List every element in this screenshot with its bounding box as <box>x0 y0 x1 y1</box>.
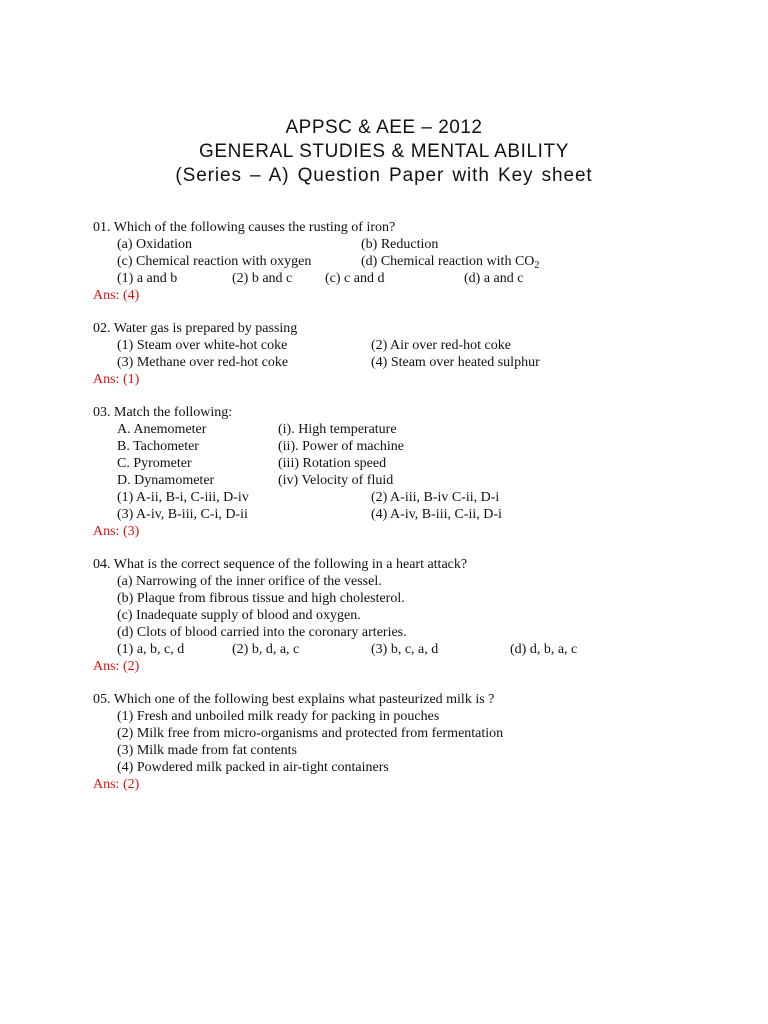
question-05-answer: Ans: (2) <box>93 777 140 792</box>
match-left-item: C. Pyrometer <box>117 456 192 471</box>
question-01-option-d-text: (d) Chemical reaction with CO <box>361 254 535 269</box>
question-01-choice-3: (c) c and d <box>325 271 385 286</box>
question-01-stem: 01. Which of the following causes the rusting of iron? <box>93 220 396 235</box>
question-05-choice-1: (1) Fresh and unboiled milk ready for packing in pouches <box>117 709 440 724</box>
question-02-choice-4: (4) Steam over heated sulphur <box>371 355 540 370</box>
question-03-choice-1: (1) A-ii, B-i, C-iii, D-iv <box>117 490 249 505</box>
question-04-option-c: (c) Inadequate supply of blood and oxygen. <box>117 608 361 623</box>
question-01-choice-4: (d) a and c <box>464 271 524 286</box>
question-05-choice-4: (4) Powdered milk packed in air-tight containers <box>117 760 389 775</box>
match-right-item: (iii) Rotation speed <box>278 456 387 471</box>
question-04-choice-3: (3) b, c, a, d <box>371 642 439 657</box>
question-04-choice-2: (2) b, d, a, c <box>232 642 300 657</box>
question-05-choice-2: (2) Milk free from micro-organisms and protected from fermentation <box>117 726 504 741</box>
title-line-2: GENERAL STUDIES & MENTAL ABILITY <box>198 141 570 162</box>
question-02-choice-1: (1) Steam over white-hot coke <box>117 338 288 353</box>
question-04-option-d: (d) Clots of blood carried into the coronary arteries. <box>117 625 407 640</box>
question-04-choice-1: (1) a, b, c, d <box>117 642 185 657</box>
question-05-stem: 05. Which one of the following best explains what pasteurized milk is ? <box>93 692 495 707</box>
match-right-item: (iv) Velocity of fluid <box>278 473 394 488</box>
question-03-choice-2: (2) A-iii, B-iv C-ii, D-i <box>371 490 500 505</box>
question-01-option-b: (b) Reduction <box>361 237 439 252</box>
question-03-answer: Ans: (3) <box>93 524 140 539</box>
question-01-option-a: (a) Oxidation <box>117 237 193 252</box>
question-01-choice-1: (1) a and b <box>117 271 178 286</box>
question-04-option-a: (a) Narrowing of the inner orifice of the vessel. <box>117 574 382 589</box>
question-02-stem: 02. Water gas is prepared by passing <box>93 321 298 336</box>
question-01-option-d <box>361 253 539 270</box>
match-left-item: A. Anemometer <box>117 422 207 437</box>
question-05-choice-3: (3) Milk made from fat contents <box>117 743 298 758</box>
question-04-stem: 04. What is the correct sequence of the following in a heart attack? <box>93 557 468 572</box>
match-right-item: (i). High temperature <box>278 422 397 437</box>
question-01-option-c: (c) Chemical reaction with oxygen <box>117 254 312 269</box>
title-line-1: APPSC & AEE – 2012 <box>285 117 483 138</box>
question-04-choice-4: (d) d, b, a, c <box>510 642 578 657</box>
match-right-item: (ii). Power of machine <box>278 439 404 454</box>
question-01-choice-2: (2) b and c <box>232 271 293 286</box>
question-03-choice-4: (4) A-iv, B-iii, C-ii, D-i <box>371 507 502 522</box>
title-line-3: (Series – A) Question Paper with Key sheet <box>175 165 593 186</box>
question-04-answer: Ans: (2) <box>93 659 140 674</box>
question-04-option-b: (b) Plaque from fibrous tissue and high cholesterol. <box>117 591 405 606</box>
question-02-answer: Ans: (1) <box>93 372 140 387</box>
question-03-stem: 03. Match the following: <box>93 405 233 420</box>
question-02-choice-3: (3) Methane over red-hot coke <box>117 355 289 370</box>
match-left-item: B. Tachometer <box>117 439 199 454</box>
question-03-choice-3: (3) A-iv, B-iii, C-i, D-ii <box>117 507 248 522</box>
question-01-answer: Ans: (4) <box>93 288 140 303</box>
question-01-option-d-subscript: 2 <box>534 260 540 271</box>
question-02-choice-2: (2) Air over red-hot coke <box>371 338 511 353</box>
match-left-item: D. Dynamometer <box>117 473 215 488</box>
